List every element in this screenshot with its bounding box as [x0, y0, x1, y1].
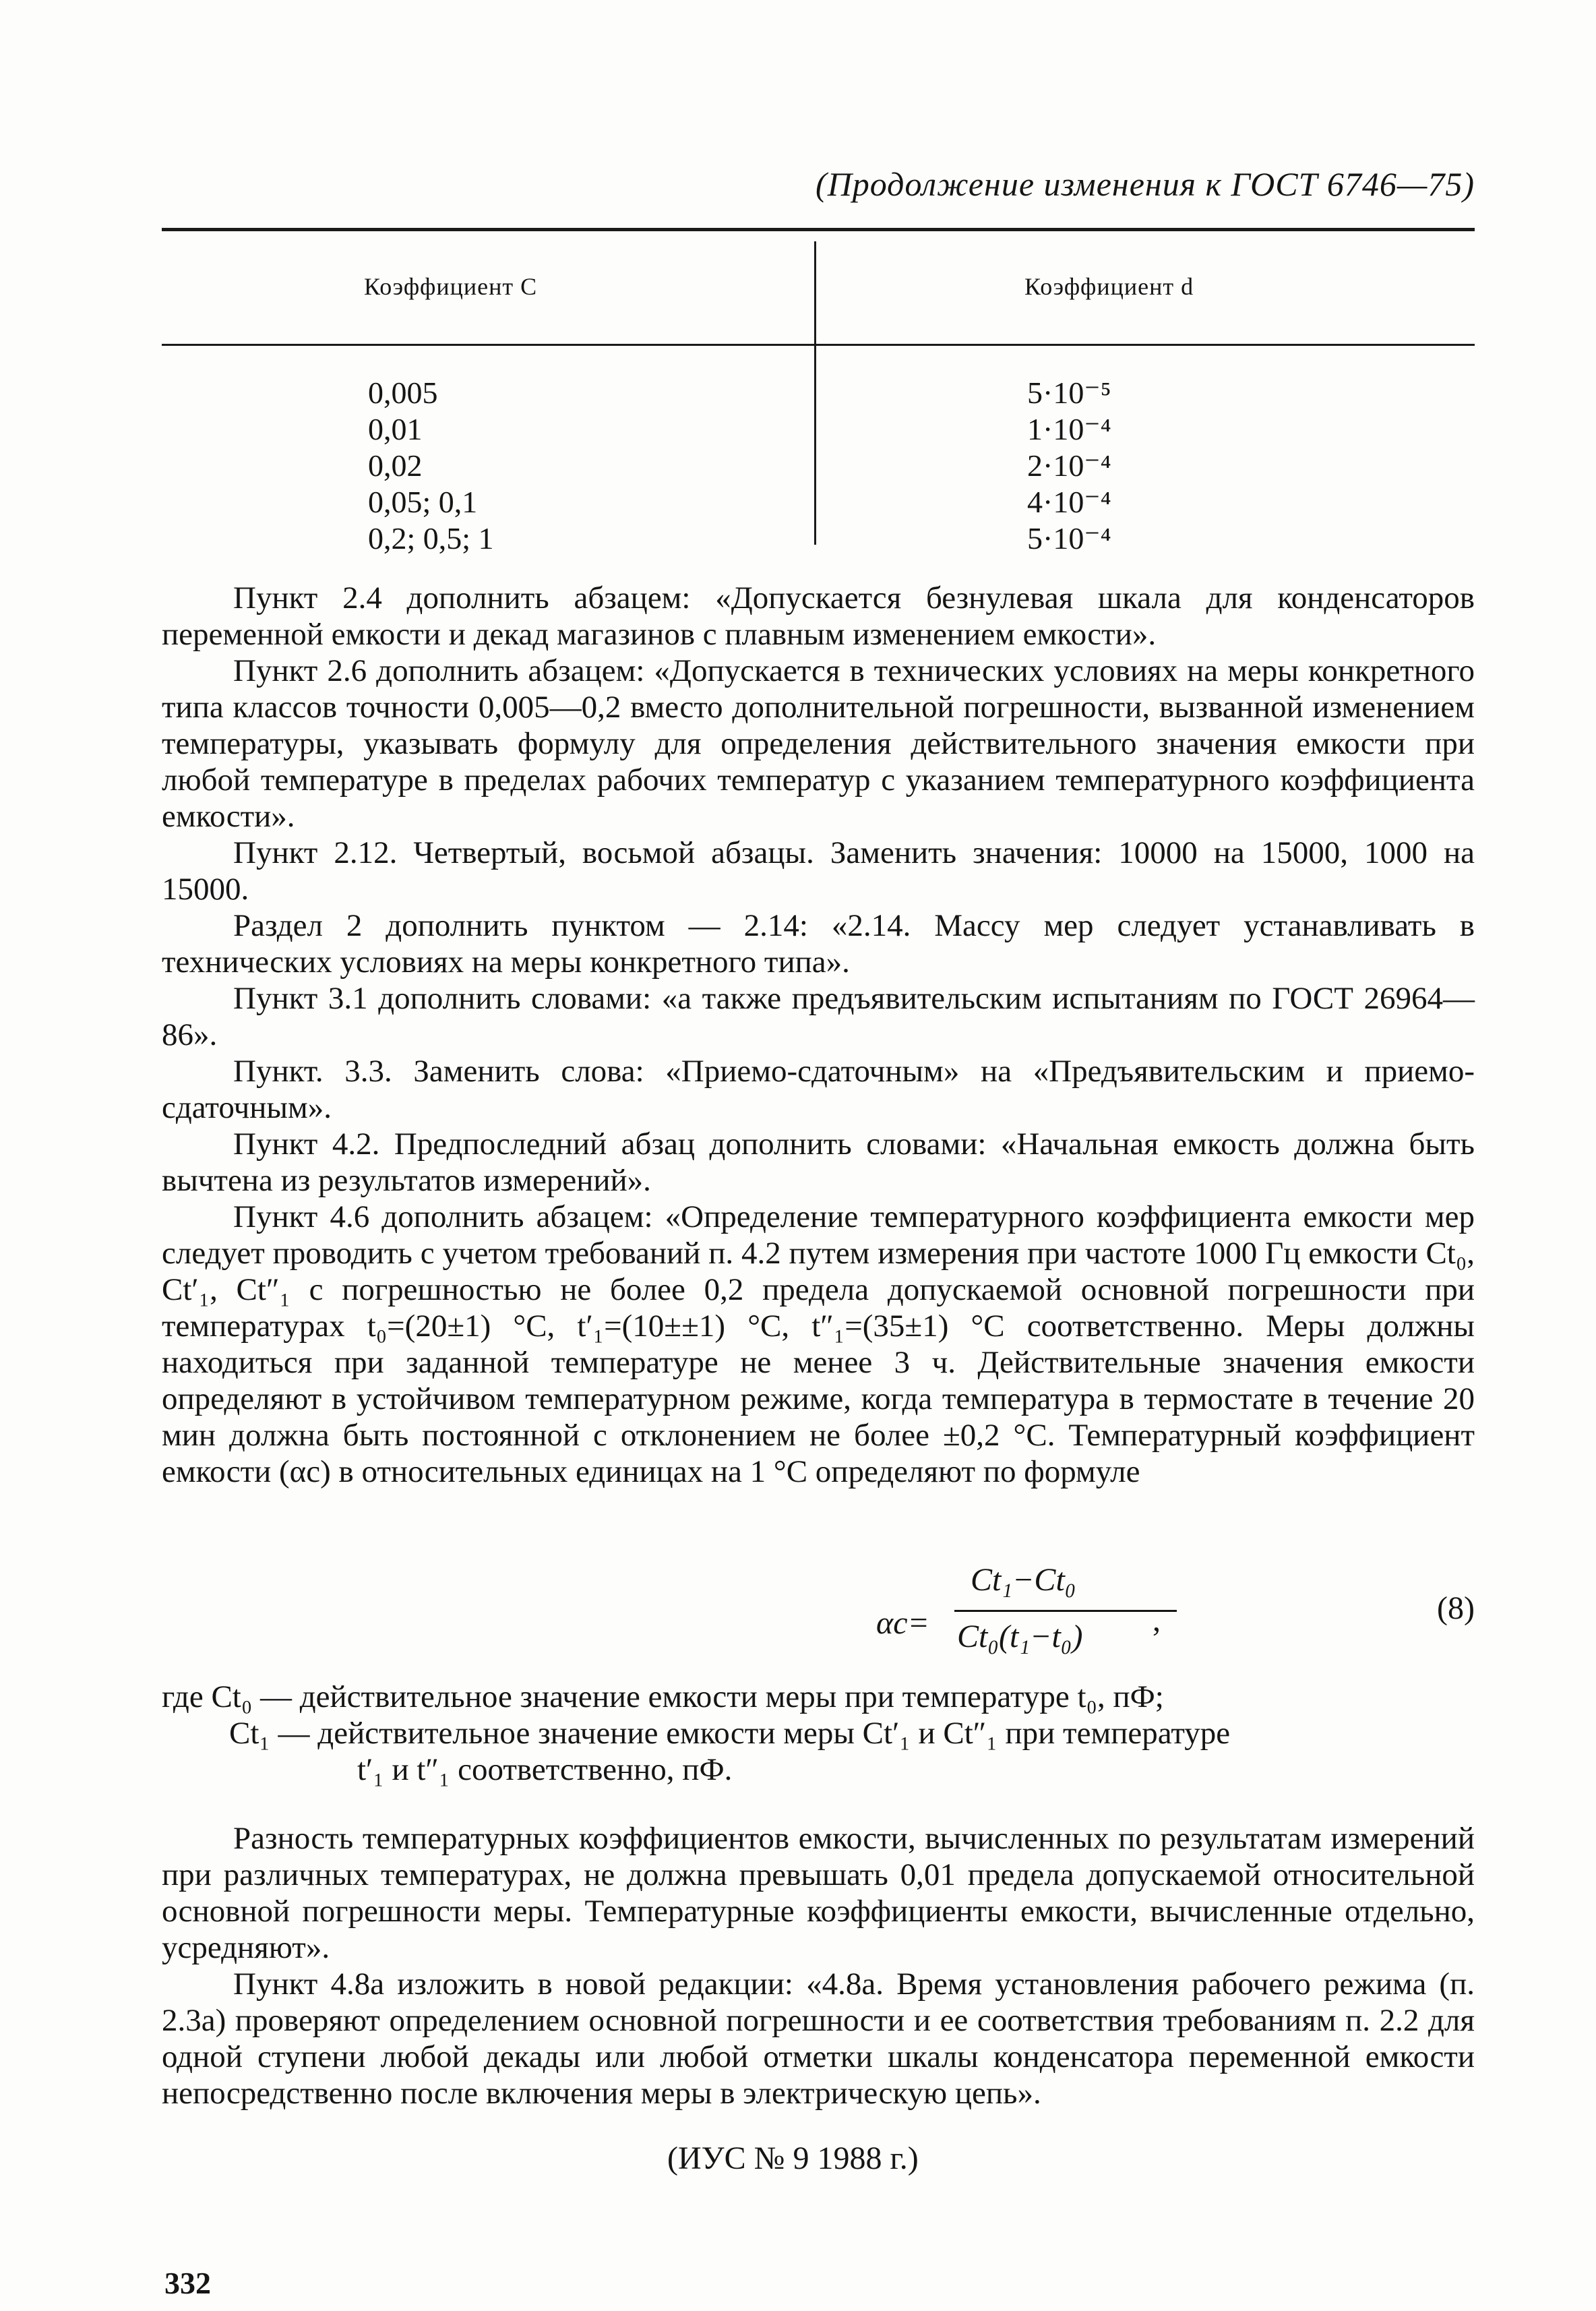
page-number: 332 [164, 2266, 211, 2300]
paragraph-4-6: Пункт 4.6 дополнить абзацем: «Определение температурного коэффициента емкости мер следует проводить с учетом требований п. 4.2 путем измерения при частоте 1000 Гц емкости Ct₀, Ct′₁, Ct″₁ с погрешностью не более 0,2 предела допускаемой основной погрешности при температурах t₀=(20±1) °C, t′₁=(10±±1) °C, t″₁=(35±1) °C соответственно. Меры должны находиться при заданной температуре не менее 3 ч. Действительные значения емкости определяют в устойчивом температурном режиме, когда температура в термостате в течение 20 мин должна быть постоянной с отклонением не более ±0,2 °C. Температурный коэффициент емкости (αc) в относительных единицах на 1 °C определяют по формуле [162, 1199, 1475, 1489]
table-header-coefficient-d: Коэффициент d [1024, 273, 1194, 300]
body-text-continued [162, 1820, 1475, 2111]
table-cell: 1·10⁻⁴ [1027, 412, 1111, 446]
paragraph-2-6: Пункт 2.6 дополнить абзацем: «Допускается в технических условиях на меры конкретного типа классов точности 0,005—0,2 вместо дополнительной погрешности, вызванной изменением температуры, указывать формулу для определения действительного значения емкости при любой температуре в пределах рабочих температур с указанием температурного коэффициента емкости». [162, 653, 1475, 834]
table-cell: 0,005 [368, 376, 438, 410]
legend-line: Ct₁ — действительное значение емкости меры Ct′₁ и Ct″₁ при температуре [229, 1716, 1231, 1751]
table-cell: 5·10⁻⁵ [1027, 376, 1111, 410]
formula-denominator: Ct₀(t₁−t₀) [957, 1619, 1083, 1654]
formula-lhs: αc= [876, 1605, 929, 1641]
source-reference: (ИУС № 9 1988 г.) [667, 2140, 919, 2176]
table-cell: 2·10⁻⁴ [1027, 448, 1111, 483]
table-column-c [368, 375, 494, 557]
formula-legend [162, 1679, 1475, 1788]
equation-number: (8) [1437, 1590, 1475, 1626]
legend-line: где Ct₀ — действительное значение емкости меры при температуре t₀, пФ; [162, 1679, 1164, 1714]
table-cell: 0,05; 0,1 [368, 485, 478, 519]
table-column-d [1027, 375, 1111, 557]
paragraph-4-8a: Пункт 4.8а изложить в новой редакции: «4.8а. Время установления рабочего режима (п. 2.3а) проверяют определением основной погрешности и ее соответствия требованиям п. 2.2 для одной ступени любой декады или любой отметки шкалы конденсатора переменной емкости непосредственно после включения меры в электрическую цепь». [162, 1967, 1475, 2111]
paragraph-section-2: Раздел 2 дополнить пунктом — 2.14: «2.14. Массу мер следует устанавливать в технических условиях на меры конкретного типа». [162, 908, 1475, 980]
paragraph-2-4: Пункт 2.4 дополнить абзацем: «Допускается безнулевая шкала для конденсаторов переменной емкости и декад магазинов с плавным изменением емкости». [162, 580, 1475, 652]
table-cell: 0,2; 0,5; 1 [368, 521, 494, 556]
formula-8 [162, 1548, 1475, 1669]
fraction-bar [954, 1610, 1177, 1612]
table-top-rule [162, 228, 1475, 231]
page-header: (Продолжение изменения к ГОСТ 6746—75) [816, 165, 1475, 203]
paragraph-3-1: Пункт 3.1 дополнить словами: «а также предъявительским испытаниям по ГОСТ 26964—86». [162, 981, 1475, 1052]
table-cell: 0,02 [368, 448, 423, 483]
table-column-divider [814, 241, 816, 545]
formula-comma: , [1153, 1602, 1161, 1638]
paragraph-2-12: Пункт 2.12. Четвертый, восьмой абзацы. Заменить значения: 10000 на 15000, 1000 на 15000. [162, 835, 1475, 907]
table-cell: 4·10⁻⁴ [1027, 485, 1111, 519]
paragraph-3-3: Пункт. 3.3. Заменить слова: «Приемо-сдаточным» на «Предъявительским и приемо-сдаточным». [162, 1054, 1475, 1125]
body-text [162, 580, 1475, 1490]
table-cell: 5·10⁻⁴ [1027, 521, 1111, 556]
formula-numerator: Ct₁−Ct₀ [971, 1562, 1076, 1598]
table-header-coefficient-c: Коэффициент C [364, 273, 538, 300]
table-cell: 0,01 [368, 412, 423, 446]
legend-line: t′₁ и t″₁ соответственно, пФ. [357, 1752, 733, 1787]
table-header-rule [162, 344, 1475, 346]
paragraph-difference: Разность температурных коэффициентов емкости, вычисленных по результатам измерений при различных температурах, не должна превышать 0,01 предела допускаемой относительной основной погрешности меры. Температурные коэффициенты емкости, вычисленные отдельно, усредняют». [162, 1821, 1475, 1965]
paragraph-4-2: Пункт 4.2. Предпоследний абзац дополнить словами: «Начальная емкость должна быть вычтена из результатов измерений». [162, 1127, 1475, 1198]
